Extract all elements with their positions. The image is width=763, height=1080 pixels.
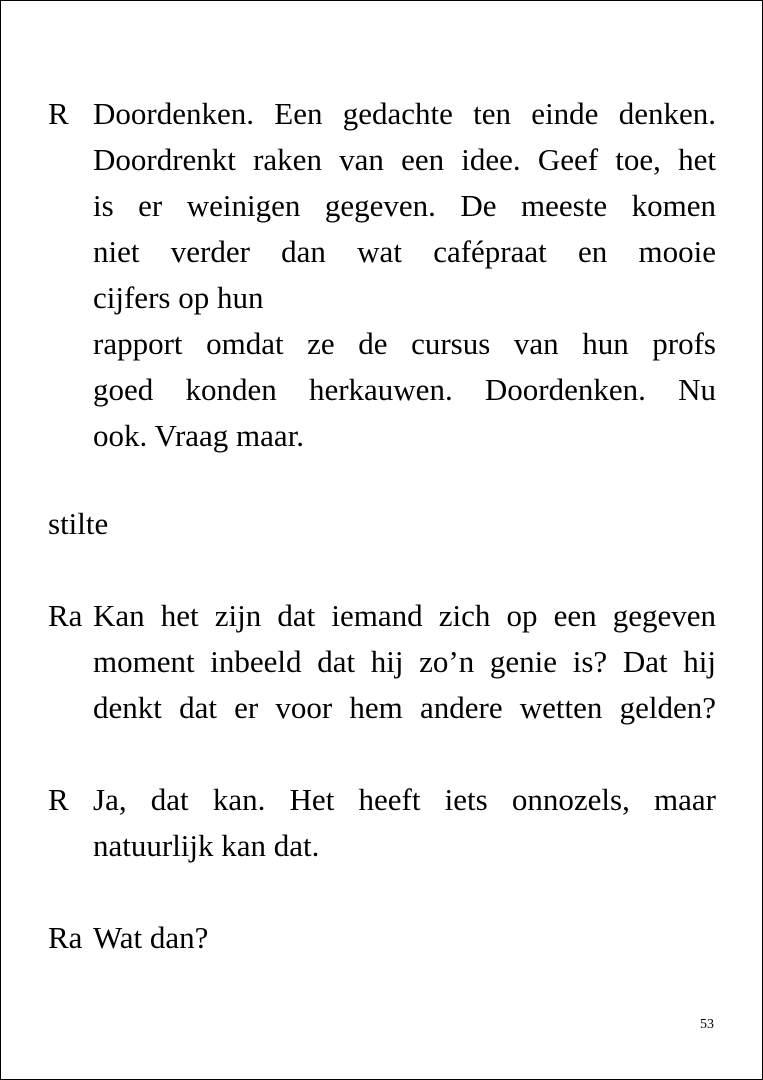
speaker-label: Ra: [48, 920, 83, 955]
text-line: rapport omdat ze de cursus van hun profs: [93, 326, 716, 361]
speaker-label: Ra: [48, 598, 83, 633]
text-line: is er weinigen gegeven. De meeste komen: [93, 188, 716, 223]
dialogue-block-ra-1: [48, 593, 716, 731]
text-line: Wat dan?: [93, 920, 209, 955]
text-line: denkt dat er voor hem andere wetten gelden?: [93, 690, 716, 725]
dialogue-block-r-2: [48, 777, 716, 869]
dialogue-block-ra-2: [48, 915, 716, 961]
text-line: ook. Vraag maar.: [93, 418, 305, 453]
speaker-label: R: [48, 96, 69, 131]
text-line: goed konden herkauwen. Doordenken. Nu: [93, 372, 716, 407]
text-line: Ja, dat kan. Het heeft iets onnozels, maar: [93, 782, 716, 817]
dialogue-text: [93, 915, 716, 961]
page-number: 53: [700, 1017, 714, 1032]
dialogue-text: [93, 777, 716, 869]
stage-direction: stilte: [48, 506, 109, 541]
text-line: natuurlijk kan dat.: [93, 828, 320, 863]
text-line: Doordenken. Een gedachte ten einde denken.: [93, 96, 716, 131]
text-line: Kan het zijn dat iemand zich op een gegeven: [93, 598, 716, 633]
text-line: cijfers op hun: [93, 280, 264, 315]
dialogue-text: [93, 91, 716, 459]
text-line: niet verder dan wat cafépraat en mooie: [93, 234, 716, 269]
dialogue-block-r-1: [48, 91, 716, 459]
text-line: Doordrenkt raken van een idee. Geef toe, het: [93, 142, 716, 177]
text-line: moment inbeeld dat hij zo’n genie is? Dat hij: [93, 644, 716, 679]
dialogue-text: [93, 593, 716, 731]
speaker-label: R: [48, 782, 69, 817]
